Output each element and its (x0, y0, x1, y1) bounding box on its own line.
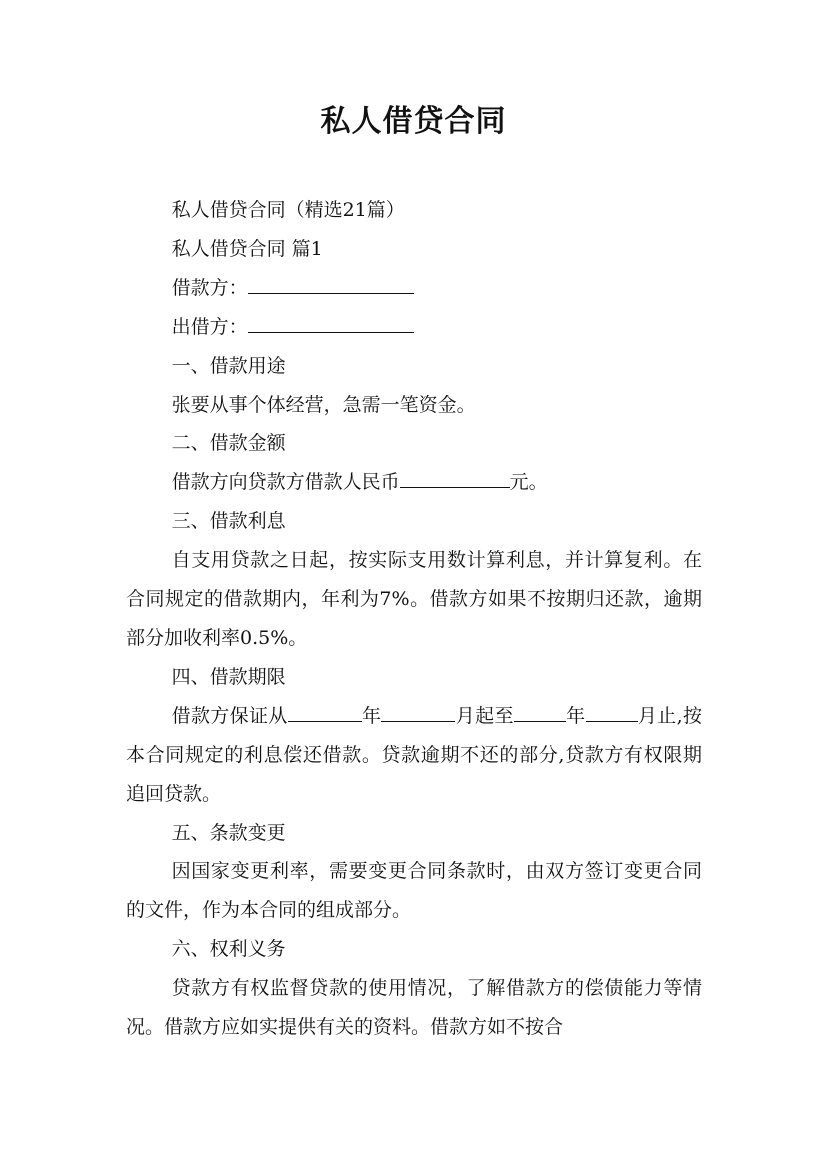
paragraph-purpose: 张要从事个体经营，急需一笔资金。 (171, 393, 476, 416)
amount-blank (400, 470, 510, 488)
heading-rights: 六、权利义务 (171, 938, 286, 961)
heading-change: 五、条款变更 (171, 821, 286, 844)
start-month-blank (381, 704, 455, 722)
document-body (126, 191, 702, 1047)
document-subtitle: 私人借贷合同（精选21篇） (171, 199, 405, 221)
amount-text-after: 元。 (509, 471, 548, 494)
paragraph-term (126, 697, 702, 814)
lender-line (126, 308, 702, 347)
end-year-blank (514, 704, 566, 722)
term-text-2: 年 (361, 704, 382, 727)
term-text-5: 月止,按本合同规定的利息偿还借款。贷款逾期不还的部分,贷款方有权限期追回贷款。 (126, 704, 702, 805)
lender-label: 出借方： (171, 315, 248, 338)
paragraph-amount (126, 463, 702, 502)
paragraph-interest: 自支用贷款之日起，按实际支用数计算利息，并计算复利。在合同规定的借款期内，年利为7%。借款方如果不按期归还款，逾期部分加收利率0.5%。 (126, 549, 702, 649)
heading-term: 四、借款期限 (171, 665, 286, 688)
term-text-4: 年 (565, 704, 586, 727)
start-year-blank (288, 704, 362, 722)
paragraph-rights: 贷款方有权监督贷款的使用情况，了解借款方的偿债能力等情况。借款方应如实提供有关的资料。借款方如不按合 (126, 977, 702, 1039)
end-month-blank (586, 704, 638, 722)
amount-text-before: 借款方向贷款方借款人民币 (171, 471, 400, 494)
heading-interest: 三、借款利息 (171, 510, 286, 533)
borrower-line (126, 269, 702, 308)
paragraph-change: 因国家变更利率，需要变更合同条款时，由双方签订变更合同的文件，作为本合同的组成部分。 (126, 860, 702, 922)
heading-purpose: 一、借款用途 (171, 354, 286, 377)
term-text-3: 月起至 (455, 704, 514, 727)
lender-blank (248, 315, 414, 333)
borrower-label: 借款方： (171, 276, 248, 299)
term-text-1: 借款方保证从 (171, 704, 288, 727)
section-title: 私人借贷合同 篇1 (171, 237, 323, 260)
heading-amount: 二、借款金额 (171, 432, 286, 455)
borrower-blank (248, 276, 414, 294)
document-title: 私人借贷合同 (320, 104, 507, 139)
